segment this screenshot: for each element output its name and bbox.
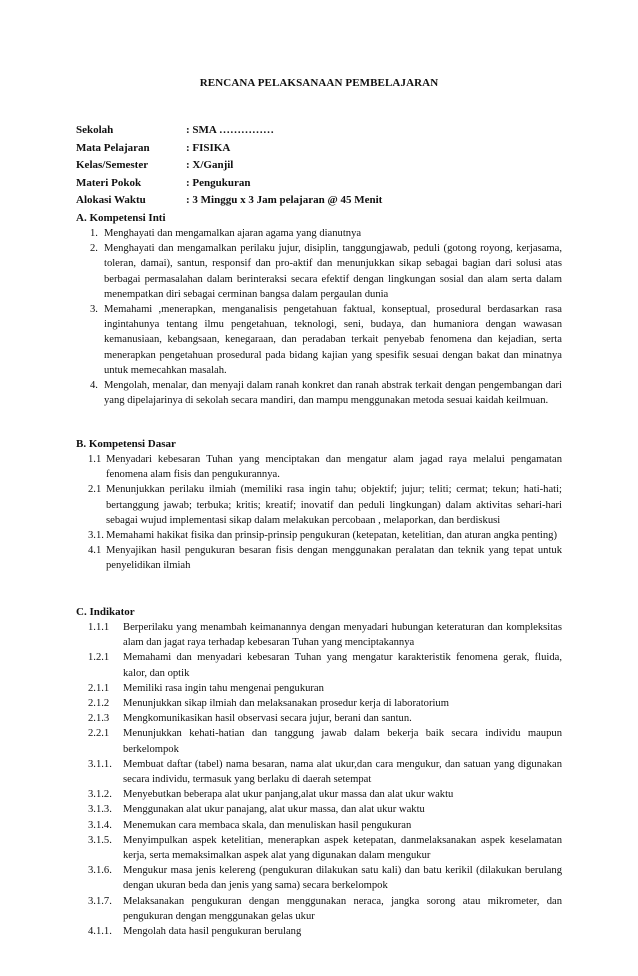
section-heading: A. Kompetensi Inti [76,212,166,224]
item-number: 2.2.1 [88,728,110,740]
item-text: Menemukan cara membaca skala, dan menuliskan hasil pengukuran [123,819,412,831]
list-item [76,757,562,787]
item-text: Menyimpulkan aspek ketelitian, menerapkan aspek ketepatan, danmelaksanakan aspek keselamatan kerja, serta memaksimalkan aspek alat yang digunakan dalam mengukur [123,834,562,862]
info-label: Alokasi Waktu [76,194,146,207]
item-number: 3.1.7. [88,895,112,907]
list-item [76,894,562,924]
item-number: 2.1.1 [88,682,110,694]
list-item [76,802,562,817]
section-heading: C. Indikator [76,606,135,618]
item-text: Berperilaku yang menambah keimanannya dengan menyadari hubungan keteraturan dan kompleksitas alam dan jagat raya terhadap kebesaran Tuhan yang menciptakannya [123,622,562,649]
item-number: 2. [90,243,98,255]
item-text: Menunjukkan kehati-hatian dan tanggung jawab dalam bekerja baik secara individu maupun berkelompok [123,728,562,755]
item-number: 3.1.2. [88,789,112,801]
list-item [76,696,562,711]
item-text: Membuat daftar (tabel) nama besaran, nama alat ukur,dan cara mengukur, dan satuan yang digunakan secara individu, termasuk yang berlaku di daerah setempat [123,758,562,786]
item-text: Mengolah, menalar, dan menyaji dalam ranah konkret dan ranah abstrak terkait dengan pengembangan dari yang dipelajarinya di sekolah secara mandiri, dan mampu menggunakan metoda sesuai kaidah keilmuan. [104,380,562,407]
info-block [76,122,382,210]
item-number: 4. [90,380,98,392]
info-value: : Pengukuran [186,176,251,189]
info-row-mata-pelajaran [76,140,382,158]
item-number: 1.1 [88,454,102,465]
list-item [76,787,562,802]
item-number: 1. [90,228,98,239]
item-text: Memahami hakikat fisika dan prinsip-prinsip pengukuran (ketepatan, ketelitian, dan aturan angka penting) [106,530,557,542]
item-number: 3.1. [88,530,104,542]
item-text: Menggunakan alat ukur panajang, alat ukur massa, dan alat ukur waktu [123,804,425,816]
item-text: Mengkomunikasikan hasil observasi secara jujur, berani dan santun. [123,713,412,725]
list-item [76,378,562,408]
item-number: 3.1.3. [88,804,112,816]
item-number: 1.1.1 [88,622,110,633]
list-item [76,726,562,756]
item-text: Menunjukkan sikap ilmiah dan melaksanakan prosedur kerja di laboratorium [123,698,449,710]
info-label: Mata Pelajaran [76,141,150,154]
list-item [76,543,562,573]
item-text: Menyadari kebesaran Tuhan yang menciptakan dan mengatur alam jagad raya melalui pengamatan fenomena alam fisis dan pengukurannya. [106,454,562,481]
info-row-alokasi-waktu [76,192,382,210]
item-number: 2.1.3 [88,713,110,725]
list-item [76,681,562,696]
item-text: Menghayati dan mengamalkan ajaran agama yang dianutnya [104,228,362,239]
item-number: 1.2.1 [88,652,110,664]
item-text: Mengukur masa jenis kelereng (pengukuran dilakukan satu kali) dan batu kerikil (dilakukan berulang dengan ukuran beda dan jenis yang sama) secara berkelompok [123,865,562,892]
section-kompetensi-inti [76,210,562,408]
item-text: Memiliki rasa ingin tahu mengenai pengukuran [123,682,324,694]
list-item [76,818,562,833]
list-item [76,528,562,543]
item-text: Memahami ,menerapkan, menganalisis pengetahuan faktual, konseptual, prosedural berdasarkan rasa ingintahunya tentang ilmu pengetahuan, teknologi, seni, budaya, dan humaniora dengan wawasan kemanusiaan, kebangsaan, kenegaraan, dan peradaban terkait penyebab fenomena dan kejadian, serta menerapkan pengetahuan prosedural pada bidang kajian yang spesifik sesuai dengan bakat dan minatnya untuk memecahkan masalah. [104,304,562,376]
section-indikator [76,604,562,939]
list-item [76,711,562,726]
info-row-kelas-semester [76,157,382,175]
document-title: RENCANA PELAKSANAAN PEMBELAJARAN [199,77,439,89]
info-row-sekolah [76,122,382,140]
list-item [76,226,562,241]
info-value: : X/Ganjil [186,159,234,172]
info-value: : FISIKA [186,141,231,154]
section-heading: B. Kompetensi Dasar [76,438,176,450]
info-row-materi-pokok [76,175,382,193]
item-text: Menghayati dan mengamalkan perilaku jujur, disiplin, tanggungjawab, peduli (gotong royong, kerjasama, toleran, damai), santun, responsif dan pro-aktif dan menunjukkan sikap sebagai bagian dari solusi atas berbagai permasalahan dalam berinteraksi secara efektif dengan lingkungan sosial dan alam serta dalam menempatkan diri sebagai cerminan bangsa dalam pergaulan dunia [104,243,562,300]
item-number: 3.1.1. [88,758,112,770]
item-text: Memahami dan menyadari kebesaran Tuhan yang mengatur karakteristik fenomena gerak, fluida, kalor, dan optik [123,652,562,679]
info-label: Sekolah [76,124,114,136]
item-number: 2.1.2 [88,698,110,710]
list-item [76,833,562,863]
item-number: 3. [90,304,98,316]
item-text: Melaksanakan pengukuran dengan menggunakan neraca, jangka sorong atau mikrometer, dan pengukuran dengan menggunakan gelas ukur [123,895,562,922]
item-text: Menunjukkan perilaku ilmiah (memiliki rasa ingin tahu; objektif; jujur; teliti; cermat; tekun; hati-hati; bertanggung jawab; terbuka; kritis; kreatif; inovatif dan peduli lingkungan) dalam aktivitas sehari-hari sebagai wujud implementasi sikap dalam melakukan percobaan , melaporkan, dan berdiskusi [106,484,562,526]
list-item [76,452,562,482]
item-number: 4.1 [88,545,102,557]
item-number: 3.1.4. [88,819,112,831]
item-number: 2.1 [88,484,102,496]
item-number: 3.1.5. [88,834,112,846]
list-item [76,482,562,528]
list-item [76,302,562,378]
info-value: : SMA …………… [186,124,274,136]
info-value: : 3 Minggu x 3 Jam pelajaran @ 45 Menit [186,194,383,207]
list-item [76,863,562,893]
item-text: Menyajikan hasil pengukuran besaran fisis dengan menggunakan peralatan dan teknik yang tepat untuk penyelidikan ilmiah [106,545,562,572]
item-text: Menyebutkan beberapa alat ukur panjang,alat ukur massa dan alat ukur waktu [123,789,454,801]
info-label: Materi Pokok [76,176,142,189]
item-text: Mengolah data hasil pengukuran berulang [123,926,302,938]
item-number: 3.1.6. [88,865,112,877]
info-label: Kelas/Semester [76,159,149,172]
list-item [76,241,562,302]
list-item [76,620,562,650]
section-kompetensi-dasar [76,436,562,574]
list-item [76,650,562,680]
list-item [76,924,562,939]
item-number: 4.1.1. [88,926,112,938]
